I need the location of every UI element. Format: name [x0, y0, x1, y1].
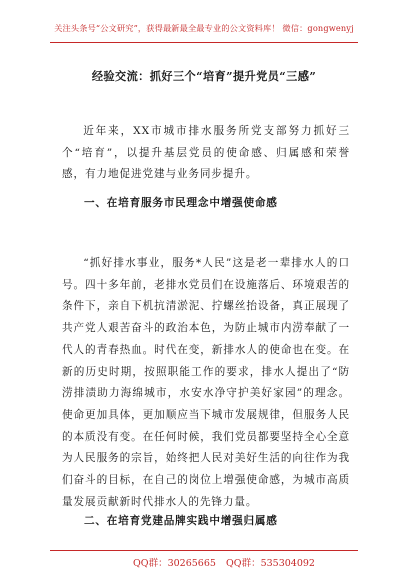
intro-paragraph: 近年来，XX市城市排水服务所党支部努力抓好三个“培育”，以提升基层党员的使命感、归属感和荣誉感，有力地促进党建与业务同步提升。 [62, 125, 350, 181]
section-heading-2: 二、在培育党建品牌实践中增强归属感 [84, 515, 278, 527]
qq-group-2: QQ群：535304092 [226, 558, 315, 569]
section-heading-1: 一、在培育服务市民理念中增强使命感 [84, 197, 278, 209]
footer-divider [50, 550, 358, 551]
header-divider [50, 42, 358, 43]
header-banner: 关注头条号“公文研究”，获得最新最全最专业的公文资料库！ 微信：gongwenyj [54, 23, 354, 33]
document-title: 经验交流：抓好三个“培育”提升党员“三感” [91, 69, 317, 83]
qq-group-1: QQ群：30265665 [133, 558, 216, 569]
section-1-paragraph: “抓好排水事业，服务*人民”这是老一辈排水人的口号。四十多年前，老排水党员们在设施落后、环境艰苦的条件下，亲自下机抗清淤泥、拧螺丝抬设备，真正展现了共产党人艰苦奋斗的政治本色，为防止城市内涝奉献了一代人的青春热血。时代在变，新排水人的使命也在变。在新的历史时期，按照职能工作的要求，排水人提出了“防涝排渍助力海绵城市，水安水净守护美好家园”的理念。使命更加具体，更加顺应当下城市发展规律，但服务人民的本质没有变。在任何时候，我们党员都要坚持全心全意为人民服务的宗旨，始终把人民对美好生活的向往作为我们奋斗的目标，在自己的岗位上增强使命感，为城市高质量发展贡献新时代排水人的先锋力量。 [62, 257, 350, 508]
